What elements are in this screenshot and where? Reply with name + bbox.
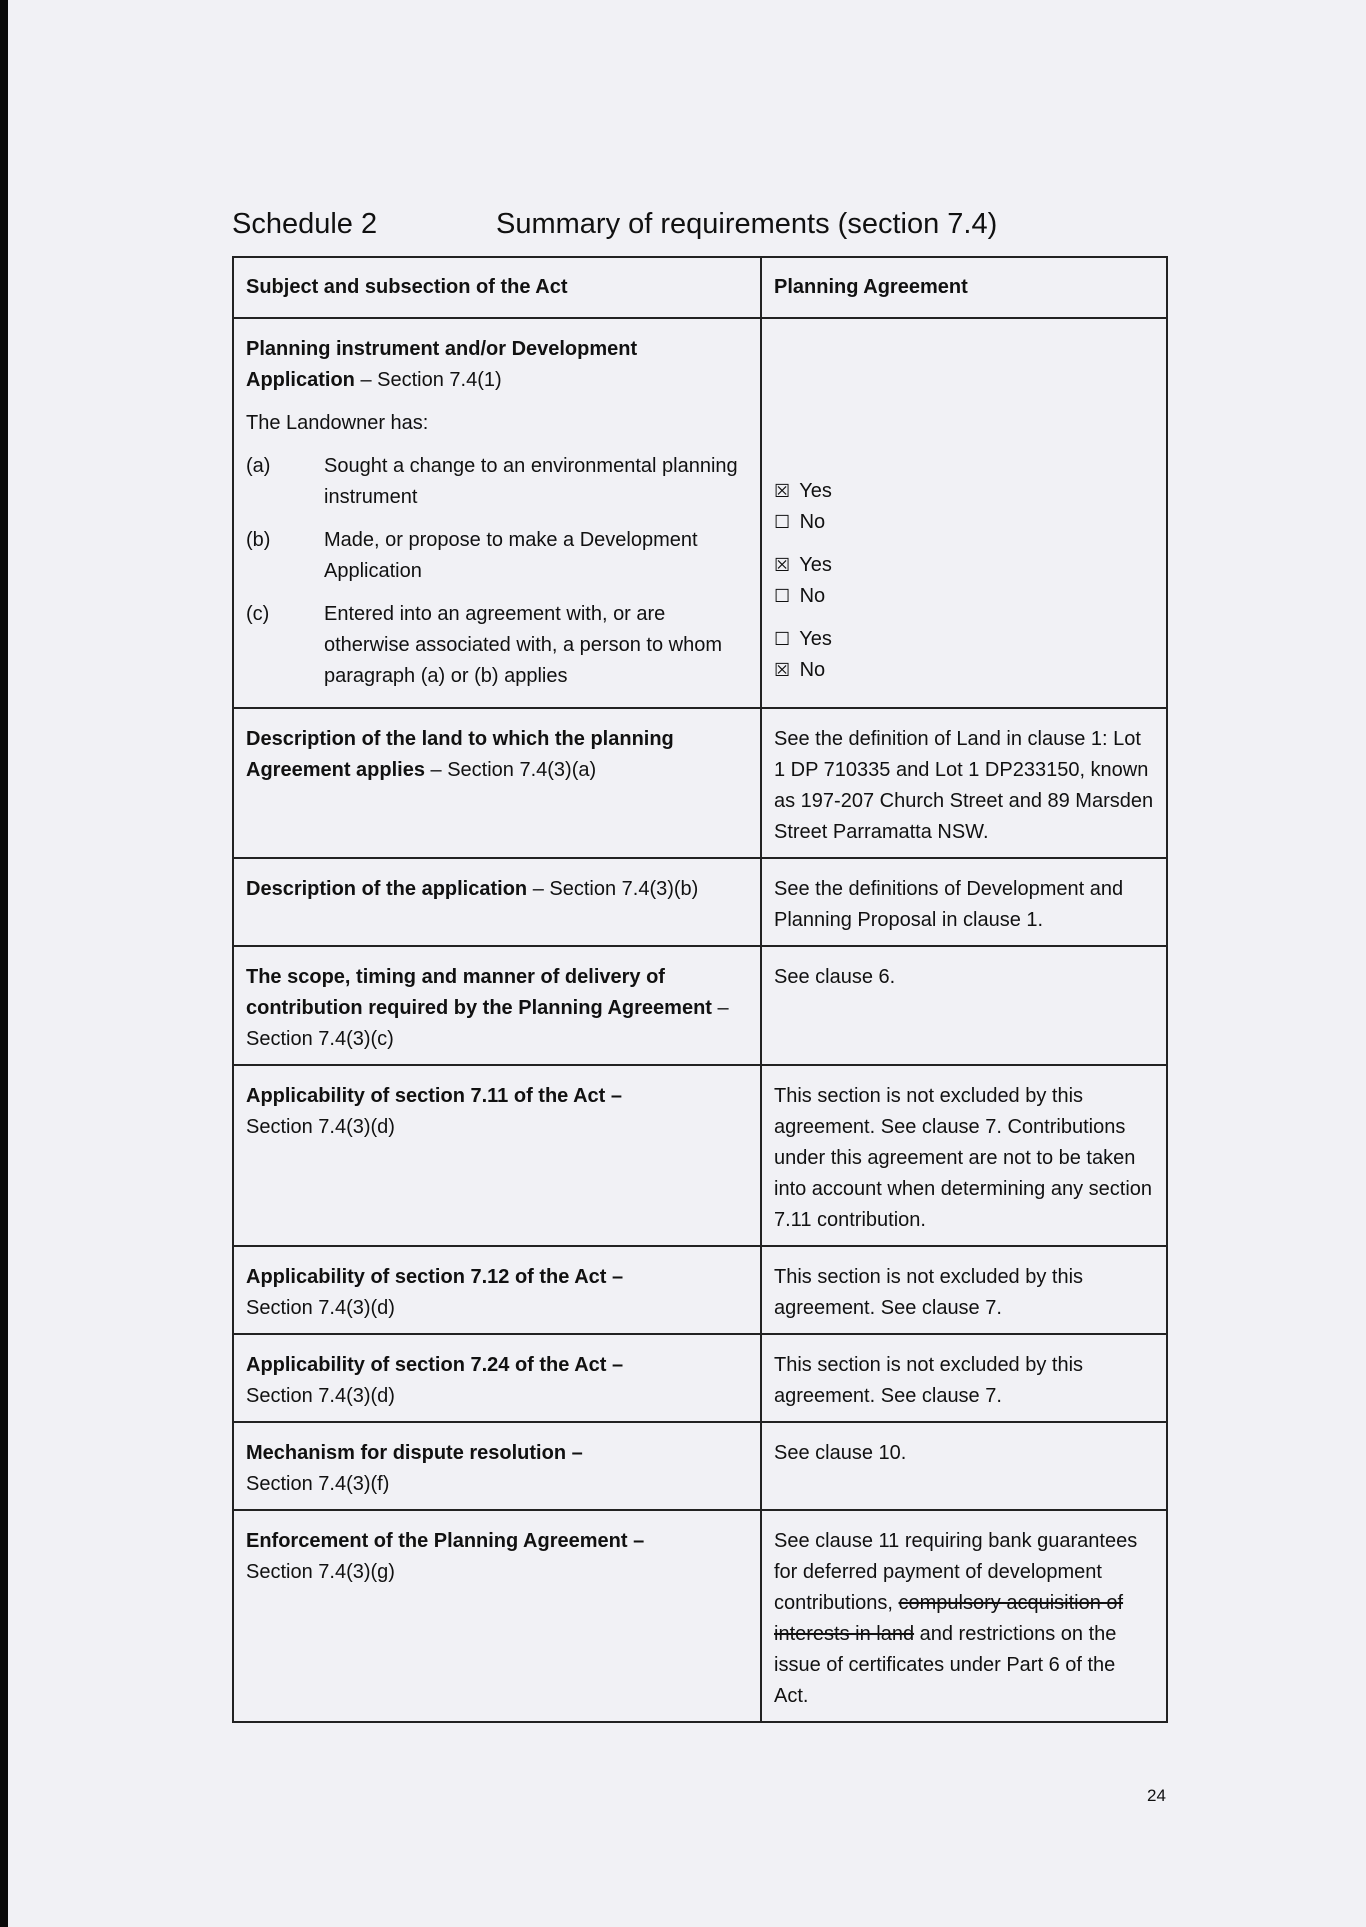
- subject-cell: [233, 318, 761, 708]
- table-row: [233, 1246, 1167, 1334]
- checkbox-no-c: ☒: [774, 660, 791, 680]
- agreement-cell: [761, 318, 1167, 708]
- subject-ref: – Section 7.4(1): [354, 369, 502, 391]
- subject-bold: Description of the application: [246, 878, 528, 900]
- header-subject: Subject and subsection of the Act: [233, 257, 761, 318]
- subject-ref: Section 7.4(3)(d): [246, 1116, 395, 1138]
- scan-edge-bar: [0, 0, 8, 1927]
- list-item: [246, 451, 748, 513]
- struck-text: compulsory acquisition of interests in land: [774, 1592, 1124, 1645]
- requirements-table: [232, 256, 1168, 1723]
- checkbox-group-a: [774, 476, 1154, 538]
- checkbox-group-b: [774, 550, 1154, 612]
- table-row: [233, 708, 1167, 858]
- item-label: (b): [246, 529, 271, 551]
- agreement-text: See clause 11 requiring bank guarantees for deferred payment of development contributions,: [774, 1530, 1138, 1614]
- table-row: [233, 858, 1167, 946]
- subject-ref: Section 7.4(3)(d): [246, 1297, 395, 1319]
- checkbox-no-b: ☐: [774, 586, 791, 606]
- checkbox-no-a: ☐: [774, 512, 791, 532]
- subject-cell: [233, 946, 761, 1065]
- page-title: [232, 208, 998, 241]
- subject-ref: Section 7.4(3)(d): [246, 1385, 395, 1407]
- list-item: [246, 599, 748, 692]
- item-text: Made, or propose to make a Development Application: [324, 529, 698, 582]
- schedule-label: Schedule 2: [232, 208, 378, 240]
- subject-bold: Planning instrument and/or Development Application: [246, 338, 638, 391]
- checkbox-yes-b: ☒: [774, 555, 791, 575]
- agreement-cell: See the definition of Land in clause 1: Lot 1 DP 710335 and Lot 1 DP233150, known as 197-207 Church Street and 89 Marsden Street Parramatta NSW.: [761, 708, 1167, 858]
- agreement-cell: [761, 1510, 1167, 1722]
- subject-bold: Description of the land to which the planning Agreement applies: [246, 728, 674, 781]
- no-label: No: [799, 659, 826, 681]
- subject-cell: [233, 1246, 761, 1334]
- yes-label: Yes: [799, 628, 832, 650]
- schedule-title: Summary of requirements (section 7.4): [496, 208, 998, 240]
- checkbox-yes-a: ☒: [774, 481, 791, 501]
- subject-cell: [233, 1065, 761, 1246]
- subject-ref: – Section 7.4(3)(c): [246, 997, 729, 1050]
- item-label: (a): [246, 455, 271, 477]
- table-header-row: [233, 257, 1167, 318]
- subject-ref: – Section 7.4(3)(b): [527, 878, 699, 900]
- no-label: No: [799, 511, 826, 533]
- subject-bold: Applicability of section 7.12 of the Act –: [246, 1266, 624, 1288]
- no-label: No: [799, 585, 826, 607]
- subject-cell: [233, 1422, 761, 1510]
- checkbox-group-c: [774, 624, 1154, 686]
- subject-ref: – Section 7.4(3)(a): [424, 759, 597, 781]
- subject-bold: Applicability of section 7.11 of the Act –: [246, 1085, 623, 1107]
- agreement-cell: This section is not excluded by this agreement. See clause 7. Contributions under this agreement are not to be taken into account when determining any section 7.11 contribution.: [761, 1065, 1167, 1246]
- subject-cell: [233, 1334, 761, 1422]
- checkbox-yes-c: ☐: [774, 629, 791, 649]
- table-row: [233, 1510, 1167, 1722]
- landowner-lead: The Landowner has:: [246, 412, 429, 434]
- subject-bold: Enforcement of the Planning Agreement –: [246, 1530, 645, 1552]
- item-text: Sought a change to an environmental planning instrument: [324, 455, 738, 508]
- subject-bold: Mechanism for dispute resolution –: [246, 1442, 583, 1464]
- subject-bold: Applicability of section 7.24 of the Act –: [246, 1354, 624, 1376]
- agreement-cell: This section is not excluded by this agreement. See clause 7.: [761, 1246, 1167, 1334]
- yes-label: Yes: [799, 554, 832, 576]
- page-number: 24: [1147, 1786, 1166, 1805]
- table-row: [233, 946, 1167, 1065]
- yes-label: Yes: [799, 480, 832, 502]
- subject-ref: Section 7.4(3)(g): [246, 1561, 395, 1583]
- subject-cell: [233, 708, 761, 858]
- agreement-cell: This section is not excluded by this agreement. See clause 7.: [761, 1334, 1167, 1422]
- agreement-cell: See clause 10.: [761, 1422, 1167, 1510]
- header-agreement: Planning Agreement: [761, 257, 1167, 318]
- subject-bold: The scope, timing and manner of delivery of contribution required by the Planning Agreement: [246, 966, 712, 1019]
- list-item: [246, 525, 748, 587]
- subject-cell: [233, 1510, 761, 1722]
- agreement-cell: See clause 6.: [761, 946, 1167, 1065]
- agreement-cell: See the definitions of Development and Planning Proposal in clause 1.: [761, 858, 1167, 946]
- table-row: [233, 1334, 1167, 1422]
- table-row: [233, 318, 1167, 708]
- table-row: [233, 1065, 1167, 1246]
- subject-ref: Section 7.4(3)(f): [246, 1473, 390, 1495]
- item-label: (c): [246, 603, 270, 625]
- agreement-text-end: and restrictions on the issue of certificates under Part 6 of the Act.: [774, 1623, 1117, 1707]
- table-row: [233, 1422, 1167, 1510]
- item-text: Entered into an agreement with, or are otherwise associated with, a person to whom paragraph (a) or (b) applies: [324, 603, 722, 687]
- subject-cell: [233, 858, 761, 946]
